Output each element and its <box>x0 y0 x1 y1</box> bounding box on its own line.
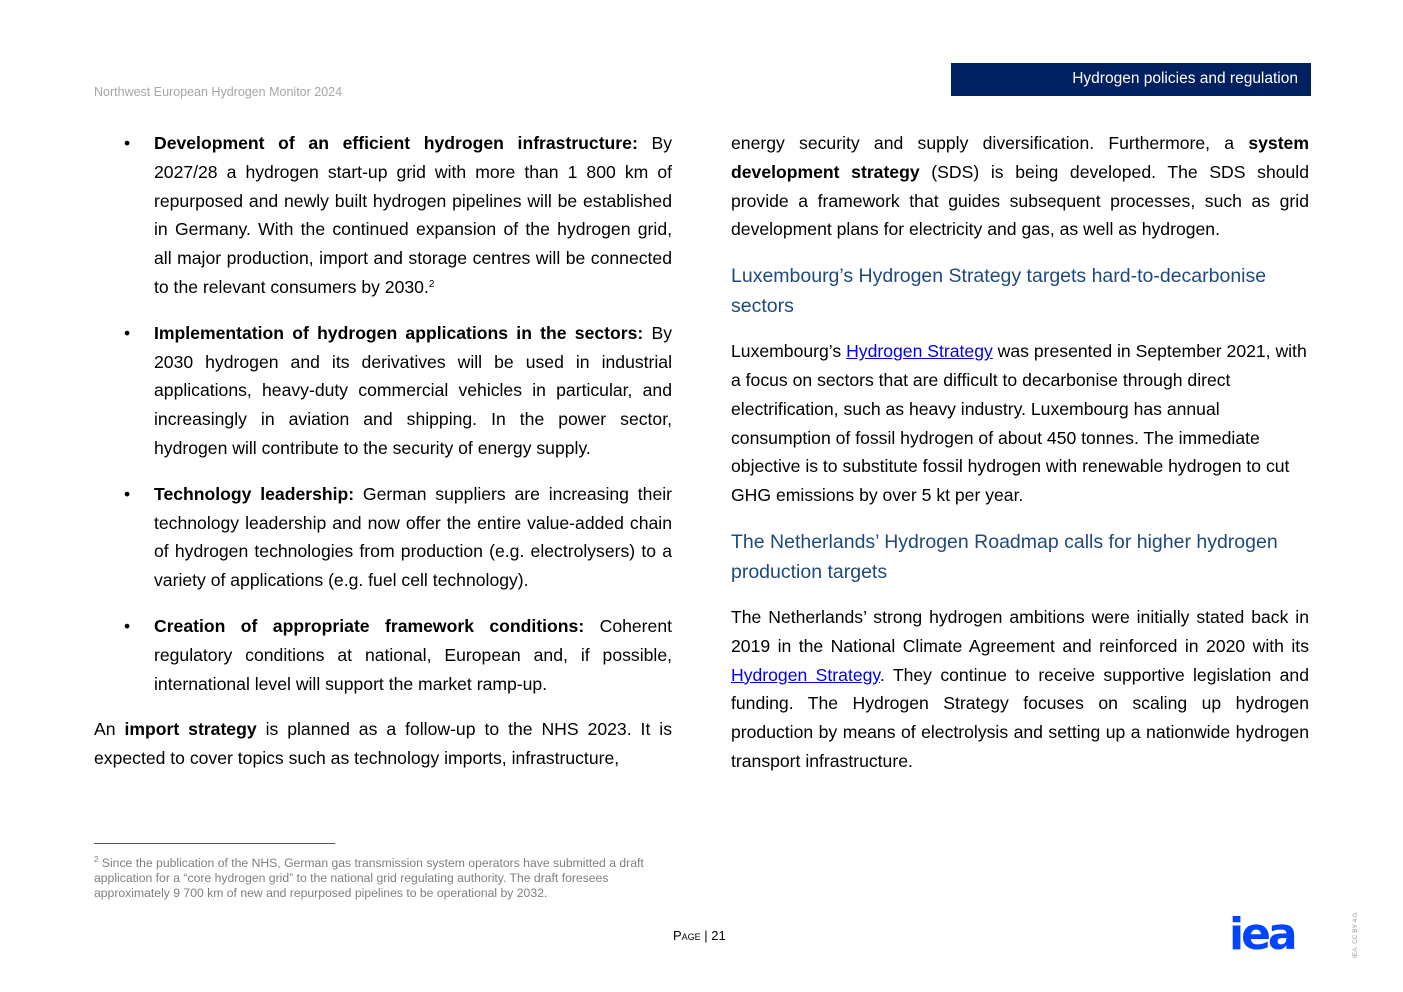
bullet-icon: • <box>124 133 131 153</box>
luxembourg-heading: Luxembourg’s Hydrogen Strategy targets hard-to-decarbonise sectors <box>731 265 1267 318</box>
page-number <box>673 928 726 943</box>
iea-logo: iea <box>1229 909 1295 960</box>
bullet-text: German suppliers are increasing their technology leadership and now offer the entire value-added chain of hydrogen technologies from production (e.g. electrolysers) to a variety of applications (e.g. fuel cell technology). <box>154 483 672 591</box>
list-item <box>94 480 672 595</box>
bullet-text: Coherent regulatory conditions at national, European and, if possible, international level will support the market ramp-up. <box>154 615 672 694</box>
left-column <box>94 129 672 790</box>
text: was presented in September 2021, with a focus on sectors that are difficult to decarbonise through direct electrification, such as heavy industry. Luxembourg has annual consumption of fossil hydrogen of about 450 tonnes. The immediate objective is to substitute fossil hydrogen with renewable hydrogen to cut GHG emissions by over 5 kt per year. <box>731 341 1307 506</box>
bullet-icon: • <box>124 483 131 504</box>
text: (SDS) is being developed. The SDS should provide a framework that guides subsequent processes, such as grid development plans for electricity and gas, as well as hydrogen. <box>731 161 1309 240</box>
text: . They continue to receive supportive legislation and funding. The Hydrogen Strategy focuses on scaling up hydrogen production by means of electrolysis and setting up a nationwide hydrogen transport infrastructure. <box>731 664 1309 771</box>
luxembourg-paragraph <box>731 337 1309 510</box>
bullet-lead: Implementation of hydrogen applications in the sectors: <box>154 322 644 343</box>
import-strategy-paragraph <box>94 715 672 773</box>
list-item <box>94 319 672 463</box>
license-text: IEA. CC BY 4.0. <box>1352 911 1359 958</box>
footnote <box>94 852 674 901</box>
footnote-divider <box>94 843 335 844</box>
sds-paragraph <box>731 129 1309 244</box>
page-number-value: 21 <box>711 928 726 943</box>
separator: | <box>700 928 712 943</box>
text: is planned as a follow-up to the NHS 2023. It is expected to cover topics such as technology imports, infrastructure, <box>94 719 672 769</box>
footnote-text: Since the publication of the NHS, German gas transmission system operators have submitted a draft application for a “core hydrogen grid” to the national grid regulating authority. The draft foresees approximately 9 700 km of new and repurposed pipelines to be operational by 2032. <box>94 856 644 901</box>
footnote-ref[interactable]: 2 <box>428 278 435 290</box>
bullet-lead: Technology leadership: <box>154 483 355 504</box>
text: energy security and supply diversification. Furthermore, a <box>731 133 1249 153</box>
bullet-text: By 2027/28 a hydrogen start-up grid with more than 1 800 km of repurposed and newly built hydrogen pipelines will be established in Germany. With the continued expansion of the hydrogen grid, all major production, import and storage centres will be connected to the relevant consumers by 2030. <box>154 133 673 297</box>
bullet-lead: Development of an efficient hydrogen infrastructure: <box>154 133 638 153</box>
list-item <box>94 612 672 698</box>
list-item <box>94 129 672 302</box>
hydrogen-strategy-link[interactable]: Hydrogen Strategy <box>846 341 993 362</box>
bullet-icon: • <box>124 322 131 343</box>
bold-text: import strategy <box>124 719 257 740</box>
section-title-banner: Hydrogen policies and regulation <box>951 63 1311 96</box>
text: An <box>94 719 125 740</box>
right-column <box>731 129 1309 793</box>
netherlands-paragraph <box>731 603 1309 776</box>
bullet-lead: Creation of appropriate framework conditions: <box>154 615 585 636</box>
bold-text: system development strategy <box>731 133 1309 182</box>
report-title: Northwest European Hydrogen Monitor 2024 <box>94 85 343 99</box>
text: The Netherlands’ strong hydrogen ambitions were initially stated back in 2019 in the National Climate Agreement and reinforced in 2020 with its <box>731 606 1309 656</box>
bullet-text: By 2030 hydrogen and its derivatives will be used in industrial applications, heavy-duty commercial vehicles in particular, and increasingly in aviation and shipping. In the power sector, hydrogen will contribute to the security of energy supply. <box>154 322 672 458</box>
hydrogen-strategy-link[interactable]: Hydrogen Strategy <box>731 664 880 685</box>
text: Luxembourg’s <box>731 341 847 362</box>
page-label: Page <box>673 928 701 943</box>
bullet-icon: • <box>124 615 131 636</box>
footnote-number: 2 <box>94 855 99 864</box>
netherlands-heading: The Netherlands’ Hydrogen Roadmap calls for higher hydrogen production targets <box>731 530 1278 583</box>
objectives-list <box>94 129 672 698</box>
